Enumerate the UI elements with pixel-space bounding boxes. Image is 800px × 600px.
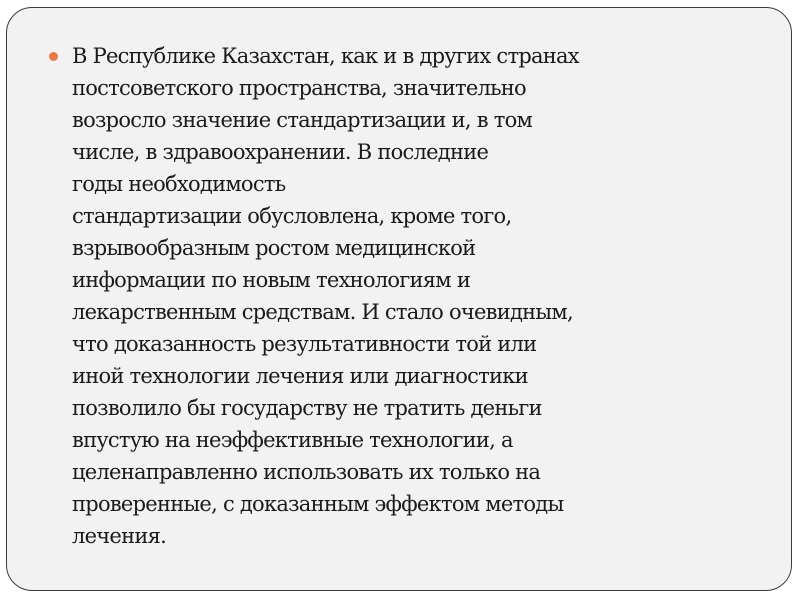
bullet-icon xyxy=(49,52,58,61)
paragraph-line-3: возросло значение стандартизации и, в том xyxy=(72,108,533,132)
paragraph-line-4: числе, в здравоохранении. В последние xyxy=(72,140,489,164)
paragraph-line-16: лечения. xyxy=(72,524,166,548)
paragraph-line-8: информации по новым технологиям и xyxy=(72,268,471,292)
paragraph-line-1: В Республике Казахстан, как и в других странах xyxy=(72,44,579,68)
paragraph-line-9: лекарственным средствам. И стало очевидным, xyxy=(72,300,573,324)
paragraph-line-14: целенаправленно использовать их только на xyxy=(72,460,541,484)
paragraph-line-15: проверенные, с доказанным эффектом методы xyxy=(72,492,564,516)
paragraph-line-5: годы необходимость xyxy=(72,172,286,196)
paragraph-line-13: впустую на неэффективные технологии, а xyxy=(72,428,513,452)
paragraph-line-2: постсоветского пространства, значительно xyxy=(72,76,526,100)
paragraph-line-7: взрывообразным ростом медицинской xyxy=(72,236,476,260)
paragraph-line-12: позволило бы государству не тратить деньги xyxy=(72,396,542,420)
paragraph-line-11: иной технологии лечения или диагностики xyxy=(72,364,528,388)
bullet-paragraph xyxy=(48,40,648,552)
paragraph-line-6: стандартизации обусловлена, кроме того, xyxy=(72,204,512,228)
slide-content xyxy=(48,40,648,552)
paragraph-line-10: что доказанность результативности той или xyxy=(72,332,537,356)
